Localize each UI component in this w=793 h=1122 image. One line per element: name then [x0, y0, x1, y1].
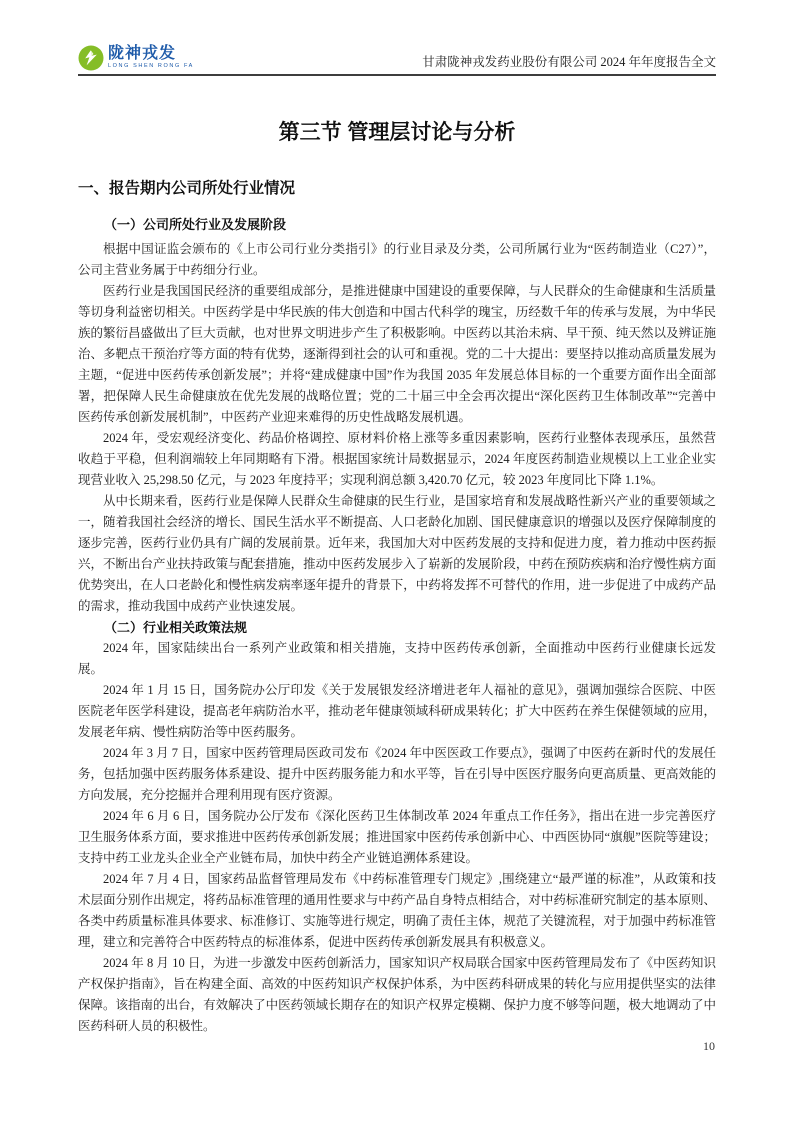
paragraph: 2024 年 1 月 15 日，国务院办公厅印发《关于发展银发经济增进老年人福祉的意见》，强调加强综合医院、中医医院老年医学科建设，提高老年病防治水平，推动老年健康领域科研成果转化；扩大中医药在养生保健领域的应用，发展老年病、慢性病防治等中医药服务。 [78, 683, 716, 739]
paragraph: 2024 年 6 月 6 日，国务院办公厅发布《深化医药卫生体制改革 2024 年重点工作任务》，指出在进一步完善医疗卫生服务体系方面，要求推进中医药传承创新发展；推进国家中医药传承创新中心、中西医协同“旗舰”医院等建设；支持中药工业龙头企业全产业链布局，加快中药全产业链追溯体系建设。 [78, 809, 716, 865]
section-heading: 一、报告期内公司所处行业情况 [78, 180, 296, 197]
paragraph: 2024 年 3 月 7 日，国家中医药管理局医政司发布《2024 年中医医政工作要点》，强调了中医药在新时代的发展任务，包括加强中医药服务体系建设、提升中医药服务能力和水平等，旨在引导中医医疗服务向更高质量、更高效能的方向发展，充分挖掘并合理利用现有医疗资源。 [78, 746, 716, 802]
subsection-1-heading: （一）公司所处行业及发展阶段 [104, 217, 287, 232]
chapter-title: 第三节 管理层讨论与分析 [278, 121, 516, 144]
header-document-title: 甘肃陇神戎发药业股份有限公司 2024 年年度报告全文 [422, 55, 716, 69]
bird-in-circle-icon [78, 45, 104, 71]
paragraph: 根据中国证监会颁布的《上市公司行业分类指引》的行业目录及分类，公司所属行业为“医药制造业（C27）”，公司主营业务属于中药细分行业。 [78, 242, 716, 277]
paragraph: 2024 年，国家陆续出台一系列产业政策和相关措施，支持中医药传承创新，全面推动中医药行业健康长远发展。 [78, 641, 716, 676]
page-header [78, 0, 716, 76]
paragraph: 2024 年 7 月 4 日，国家药品监督管理局发布《中药标准管理专门规定》,围绕建立“最严谨的标准”，从政策和技术层面分别作出规定，将药品标准管理的通用性要求与中药产品自身特点相结合，对中药标准研究制定的基本原则、各类中药质量标准具体要求、标准修订、实施等进行规定，明确了责任主体，规范了关键流程，对于加强中药标准管理，建立和完善符合中医药特点的标准体系，促进中医药传承创新发展具有积极意义。 [78, 872, 716, 949]
company-logo [78, 45, 194, 71]
page-number: 10 [703, 1039, 715, 1053]
paragraph: 从中长期来看，医药行业是保障人民群众生命健康的民生行业，是国家培育和发展战略性新兴产业的重要领域之一，随着我国社会经济的增长、国民生活水平不断提高、人口老龄化加剧、国民健康意识的增强以及医疗保障制度的逐步完善，医药行业仍具有广阔的发展前景。近年来，我国加大对中医药发展的支持和促进力度，着力推动中医药振兴，不断出台产业扶持政策与配套措施，推动中医药发展步入了崭新的发展阶段，中药在预防疾病和治疗慢性病方面优势突出，在人口老龄化和慢性病发病率逐年提升的背景下，中药将发挥不可替代的作用，进一步促进了中成药产品的需求，推动我国中成药产业快速发展。 [78, 494, 716, 613]
logo-text [108, 46, 194, 70]
paragraph: 2024 年 8 月 10 日，为进一步激发中医药创新活力，国家知识产权局联合国家中医药管理局发布了《中医药知识产权保护指南》，旨在构建全面、高效的中医药知识产权保护体系，为中医药科研成果的转化与应用提供坚实的法律保障。该指南的出台，有效解决了中医药领域长期存在的知识产权界定模糊、保护力度不够等问题，极大地调动了中医药科研人员的积极性。 [78, 956, 716, 1033]
subsection-2-heading: （二）行业相关政策法规 [104, 620, 248, 635]
paragraph: 医药行业是我国国民经济的重要组成部分，是推进健康中国建设的重要保障，与人民群众的生命健康和生活质量等切身利益密切相关。中医药学是中华民族的伟大创造和中国古代科学的瑰宝，历经数千年的传承与发展，为中华民族的繁衍昌盛做出了巨大贡献，也对世界文明进步产生了积极影响。中医药以其治未病、早干预、纯天然以及辨证施治、多靶点干预治疗等方面的特有优势，逐渐得到社会的认可和重视。党的二十大提出：要坚持以推动高质量发展为主题，“促进中医药传承创新发展”；并将“建成健康中国”作为我国 2035 年发展总体目标的一个重要方面作出全面部署，把保障人民生命健康放在优先发展的战略位置；党的二十届三中全会再次提出“深化医药卫生体制改革”“完善中医药传承创新发展机制”，中医药产业迎来难得的历史性战略发展机遇。 [78, 284, 716, 424]
logo-brand-name: 陇神戎发 [108, 45, 177, 63]
logo-brand-name-en: LONG SHEN RONG FA [108, 63, 194, 70]
paragraph: 2024 年，受宏观经济变化、药品价格调控、原材料价格上涨等多重因素影响，医药行业整体表现承压，虽然营收趋于平稳，但利润端较上年同期略有下滑。根据国家统计局数据显示，2024 年度医药制造业规模以上工业企业实现营业收入 25,298.50 亿元，与 2023 年度持平；实现利润总额 3,420.70 亿元，较 2023 年度同比下降 1.1%。 [78, 431, 716, 487]
